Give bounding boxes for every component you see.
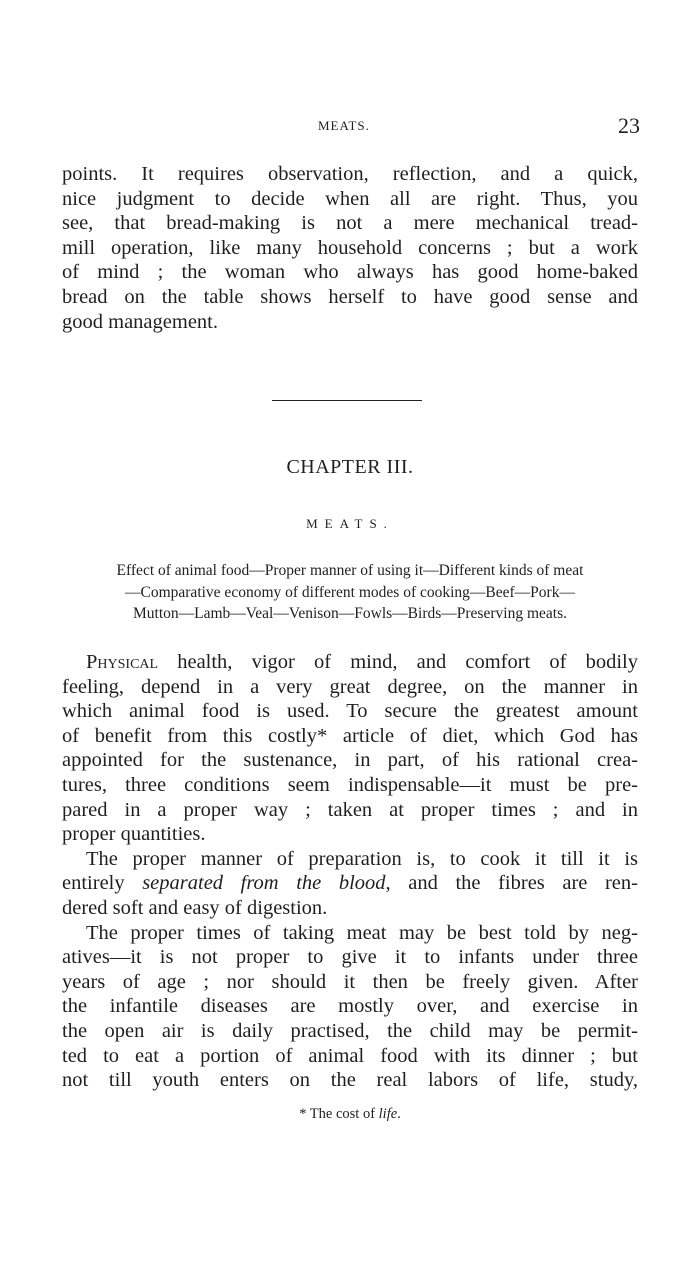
continuation-paragraph xyxy=(62,162,638,334)
synopsis-line: Effect of animal food—Proper manner of using it—Different kinds of meat xyxy=(116,562,584,579)
text-line: atives—it is not proper to give it to infants under three xyxy=(62,946,638,969)
text-line: good management. xyxy=(62,310,218,333)
paragraph xyxy=(62,650,638,847)
text-line: proper quantities. xyxy=(62,823,206,846)
page-number: 23 xyxy=(618,113,640,138)
text-line: feeling, depend in a very great degree, on the manner in xyxy=(62,675,638,698)
text-line: not till youth enters on the real labors of life, study, xyxy=(62,1069,638,1092)
text-span: entirely xyxy=(62,872,143,895)
text-line: tures, three conditions seem indispensable—it must be pre- xyxy=(62,773,638,796)
text-line: ted to eat a portion of animal food with its dinner ; but xyxy=(62,1044,638,1067)
text-line: see, that bread-making is not a mere mechanical tread- xyxy=(62,212,638,235)
text-line: of benefit from this costly* article of diet, which God has xyxy=(62,724,638,747)
text-line: pared in a proper way ; taken at proper times ; and in xyxy=(62,798,638,821)
text-line: mill operation, like many household concerns ; but a work xyxy=(62,236,638,259)
text-line: which animal food is used. To secure the greatest amount xyxy=(62,700,638,723)
drop-word: Physical xyxy=(86,651,159,673)
footnote-italic: life xyxy=(378,1106,398,1122)
synopsis-line: —Comparative economy of different modes of cooking—Beef—Pork— xyxy=(125,583,575,601)
paragraph xyxy=(62,921,638,1093)
text-line: The proper times of taking meat may be best told by neg- xyxy=(86,921,638,944)
text-line xyxy=(62,871,638,896)
chapter-title: CHAPTER III. xyxy=(286,456,414,478)
text-line xyxy=(62,650,638,675)
text-line: bread on the table shows herself to have good sense and xyxy=(62,285,638,308)
text-line: nice judgment to decide when all are right. Thus, you xyxy=(62,187,638,210)
text-line: points. It requires observation, reflection, and a quick, xyxy=(62,163,638,185)
chapter-synopsis xyxy=(60,560,640,625)
text-line: of mind ; the woman who always has good home-baked xyxy=(62,261,638,284)
text-span: , and the fibres are ren- xyxy=(385,872,638,895)
footnote-text: * The cost of xyxy=(299,1106,379,1122)
section-divider xyxy=(272,400,422,401)
text-line: the open air is daily practised, the child may be permit- xyxy=(62,1019,638,1042)
footnote xyxy=(0,1106,700,1123)
paragraph xyxy=(62,847,638,921)
italic-span: separated from the blood xyxy=(142,872,386,895)
text-line: appointed for the sustenance, in part, of his rational crea- xyxy=(62,749,638,772)
text-line: years of age ; nor should it then be freely given. After xyxy=(62,970,638,993)
text-line: dered soft and easy of digestion. xyxy=(62,896,328,919)
footnote-text: . xyxy=(397,1106,401,1122)
text-line: the infantile diseases are mostly over, and exercise in xyxy=(62,995,638,1018)
synopsis-line: Mutton—Lamb—Veal—Venison—Fowls—Birds—Preserving meats. xyxy=(133,605,567,622)
section-title: MEATS. xyxy=(306,516,394,531)
text-line: The proper manner of preparation is, to cook it till it is xyxy=(86,847,638,870)
text-span: health, vigor of mind, and comfort of bodily xyxy=(158,651,638,673)
running-head: MEATS. xyxy=(318,118,370,133)
chapter-body xyxy=(62,650,638,1093)
